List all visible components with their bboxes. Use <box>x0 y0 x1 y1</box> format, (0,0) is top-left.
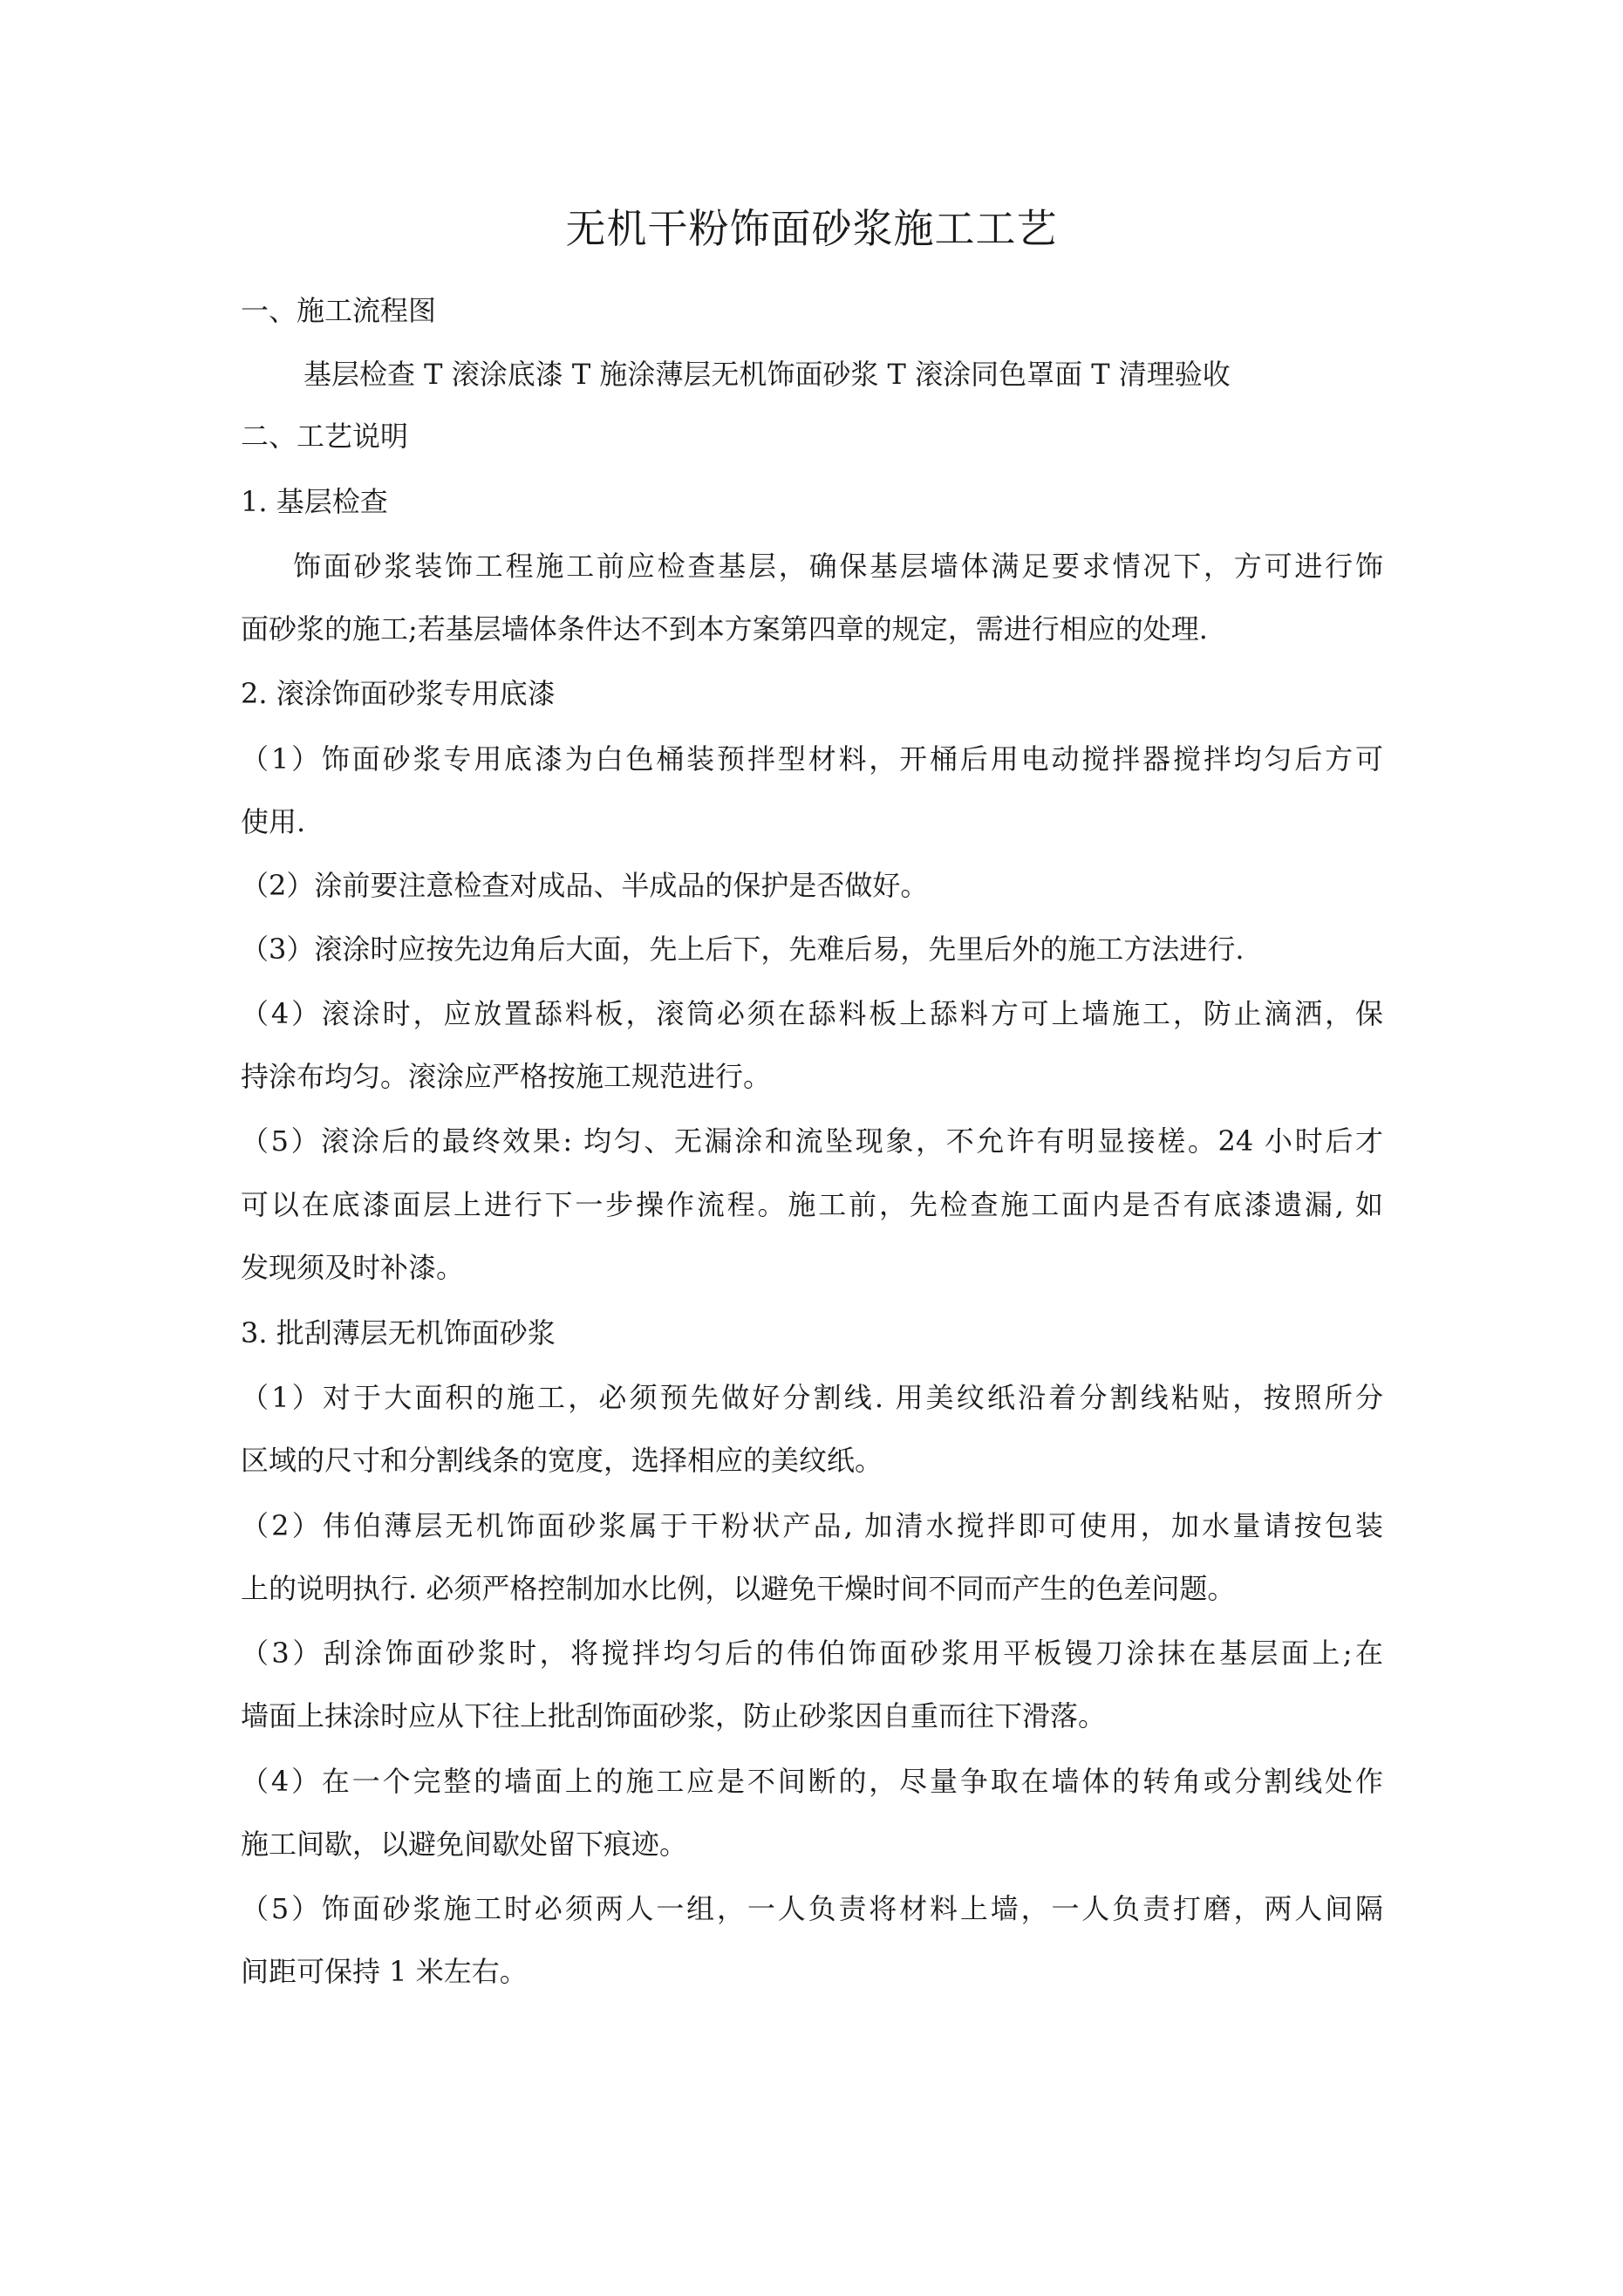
paragraph-line: 间距可保持 1 米左右。 <box>241 1955 528 1988</box>
paragraph-line: 发现须及时补漆。 <box>241 1251 465 1284</box>
paragraph-line: 使用. <box>241 805 306 838</box>
subsection-heading: 1. 基层检查 <box>241 485 388 518</box>
section-heading: 二、工艺说明 <box>241 420 409 453</box>
paragraph-line: 可以在底漆面层上进行下一步操作流程。施工前，先检查施工面内是否有底漆遗漏, 如 <box>241 1188 1383 1221</box>
paragraph-line: （5）饰面砂浆施工时必须两人一组，一人负责将材料上墙，一人负责打磨，两人间隔 <box>241 1892 1383 1925</box>
paragraph-line: 区域的尺寸和分割线条的宽度，选择相应的美纹纸。 <box>241 1444 883 1477</box>
paragraph-line: （3）滚涂时应按先边角后大面，先上后下，先难后易，先里后外的施工方法进行. <box>241 933 1245 966</box>
paragraph-line: （3）刮涂饰面砂浆时，将搅拌均匀后的伟伯饰面砂浆用平板镘刀涂抹在基层面上;在 <box>241 1637 1383 1670</box>
paragraph-line: （4）滚涂时，应放置舔料板，滚筒必须在舔料板上舔料方可上墙施工，防止滴洒，保 <box>241 997 1383 1030</box>
paragraph-line: （2）涂前要注意检查对成品、半成品的保护是否做好。 <box>241 869 929 902</box>
paragraph-line: 上的说明执行. 必须严格控制加水比例，以避免干燥时间不同而产生的色差问题。 <box>241 1572 1236 1605</box>
paragraph-line: 施工间歇，以避免间歇处留下痕迹。 <box>241 1828 688 1861</box>
paragraph-line: （1）饰面砂浆专用底漆为白色桶装预拌型材料，开桶后用电动搅拌器搅拌均匀后方可 <box>241 742 1383 776</box>
subsection-heading: 2. 滚涂饰面砂浆专用底漆 <box>241 677 556 710</box>
paragraph-line: （2）伟伯薄层无机饰面砂浆属于干粉状产品, 加清水搅拌即可使用，加水量请按包装 <box>241 1509 1383 1542</box>
paragraph-line: 持涂布均匀。滚涂应严格按施工规范进行。 <box>241 1060 772 1093</box>
process-flow: 基层检查 T 滚涂底漆 T 施涂薄层无机饰面砂浆 T 滚涂同色罩面 T 清理验收 <box>303 358 1231 391</box>
section-heading: 一、施工流程图 <box>241 294 437 327</box>
paragraph-line: 墙面上抹涂时应从下往上批刮饰面砂浆，防止砂浆因自重而往下滑落。 <box>241 1699 1107 1732</box>
paragraph-line: （1）对于大面积的施工，必须预先做好分割线. 用美纹纸沿着分割线粘贴，按照所分 <box>241 1381 1383 1414</box>
paragraph-line: （5）滚涂后的最终效果: 均匀、无漏涂和流坠现象，不允许有明显接槎。24 小时后才 <box>241 1124 1383 1158</box>
paragraph-line: 饰面砂浆装饰工程施工前应检查基层，确保基层墙体满足要求情况下，方可进行饰 <box>293 550 1383 583</box>
subsection-heading: 3. 批刮薄层无机饰面砂浆 <box>241 1316 556 1350</box>
paragraph-line: （4）在一个完整的墙面上的施工应是不间断的，尽量争取在墙体的转角或分割线处作 <box>241 1765 1383 1798</box>
document-title: 无机干粉饰面砂浆施工工艺 <box>565 205 1058 252</box>
paragraph-line: 面砂浆的施工;若基层墙体条件达不到本方案第四章的规定，需进行相应的处理. <box>241 612 1208 646</box>
